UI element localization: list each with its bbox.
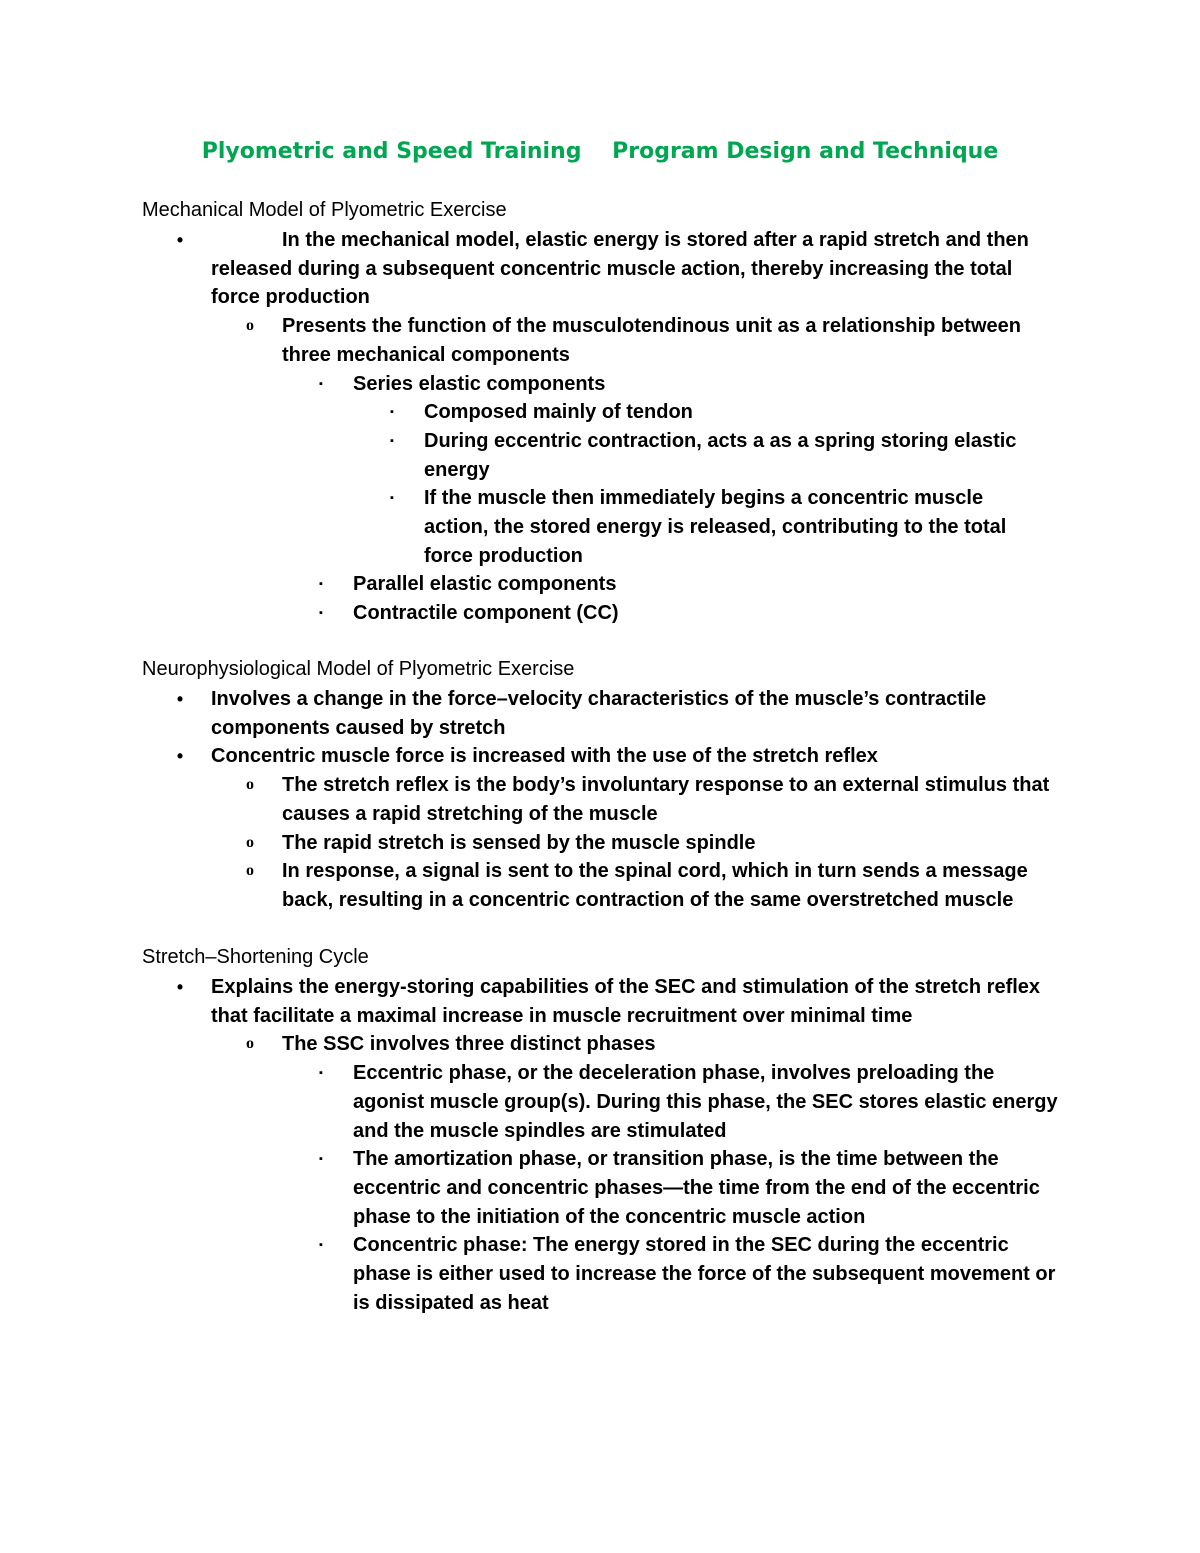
stretch-shortening-cycle-list — [0, 973, 1200, 1317]
section-heading-mechanical-model: Mechanical Model of Plyometric Exercise — [142, 199, 507, 221]
bullet-dot-icon: • — [176, 230, 184, 250]
document-title: Plyometric and Speed Training Program Design and Technique — [201, 139, 999, 164]
bullet-dot-icon: • — [176, 977, 184, 997]
list-item: • Explains the energy-storing capabilities of the SEC and stimulation of the stretch reflex that facilitate a maximal increase in muscle recruitment over minimal time — [0, 973, 1200, 1030]
list-item: ▪ Series elastic components — [0, 370, 1200, 399]
bullet-dot-icon: • — [176, 689, 184, 709]
bullet-circle-icon: o — [246, 776, 254, 794]
list-item: ▪ Concentric phase: The energy stored in the SEC during the eccentric phase is either used to increase the force of the subsequent movement or is dissipated as heat — [0, 1231, 1200, 1317]
list-item: ▪ Parallel elastic components — [0, 570, 1200, 599]
list-item: • Involves a change in the force–velocity characteristics of the muscle’s contractile components caused by stretch — [0, 685, 1200, 742]
bullet-square-icon: ▪ — [319, 377, 323, 390]
list-item: o The rapid stretch is sensed by the muscle spindle — [0, 829, 1200, 858]
bullet-square-icon: ▪ — [390, 434, 394, 447]
list-item: ▪ Composed mainly of tendon — [0, 398, 1200, 427]
bullet-dot-icon: • — [176, 746, 184, 767]
list-item: o In response, a signal is sent to the spinal cord, which in turn sends a message back, resulting in a concentric contraction of the same overstretched muscle — [0, 857, 1200, 914]
bullet-circle-icon: o — [246, 317, 254, 335]
neurophysiological-model-list — [0, 685, 1200, 915]
section-heading-neurophysiological-model: Neurophysiological Model of Plyometric Exercise — [142, 658, 575, 680]
bullet-circle-icon: o — [246, 862, 254, 880]
bullet-square-icon: ▪ — [319, 1067, 323, 1080]
list-item: ▪ Contractile component (CC) — [0, 599, 1200, 628]
bullet-square-icon: ▪ — [390, 492, 394, 505]
list-item: o Presents the function of the musculotendinous unit as a relationship between three mechanical components — [0, 312, 1200, 369]
list-item: o The SSC involves three distinct phases — [0, 1030, 1200, 1059]
mechanical-model-list — [0, 226, 1200, 628]
bullet-square-icon: ▪ — [390, 406, 394, 419]
list-item: ▪ Eccentric phase, or the deceleration phase, involves preloading the agonist muscle group(s). During this phase, the SEC stores elastic energy and the muscle spindles are stimulated — [0, 1059, 1200, 1145]
bullet-circle-icon: o — [246, 833, 254, 851]
list-item: • In the mechanical model, elastic energy is stored after a rapid stretch and then released during a subsequent concentric muscle action, thereby increasing the total force production — [0, 226, 1200, 312]
bullet-square-icon: ▪ — [319, 1239, 323, 1252]
list-item: o The stretch reflex is the body’s involuntary response to an external stimulus that causes a rapid stretching of the muscle — [0, 771, 1200, 828]
list-item: ▪ The amortization phase, or transition phase, is the time between the eccentric and concentric phases—the time from the end of the eccentric phase to the initiation of the concentric muscle action — [0, 1145, 1200, 1231]
list-item: ▪ During eccentric contraction, acts a as a spring storing elastic energy — [0, 427, 1200, 484]
list-item: • Concentric muscle force is increased with the use of the stretch reflex — [0, 742, 1200, 771]
list-item: ▪ If the muscle then immediately begins a concentric muscle action, the stored energy is released, contributing to the total force production — [0, 484, 1200, 570]
bullet-square-icon: ▪ — [319, 578, 323, 591]
section-heading-stretch-shortening-cycle: Stretch–Shortening Cycle — [142, 946, 369, 968]
bullet-square-icon: ▪ — [319, 607, 323, 620]
bullet-square-icon: ▪ — [319, 1153, 323, 1166]
bullet-circle-icon: o — [246, 1035, 254, 1053]
